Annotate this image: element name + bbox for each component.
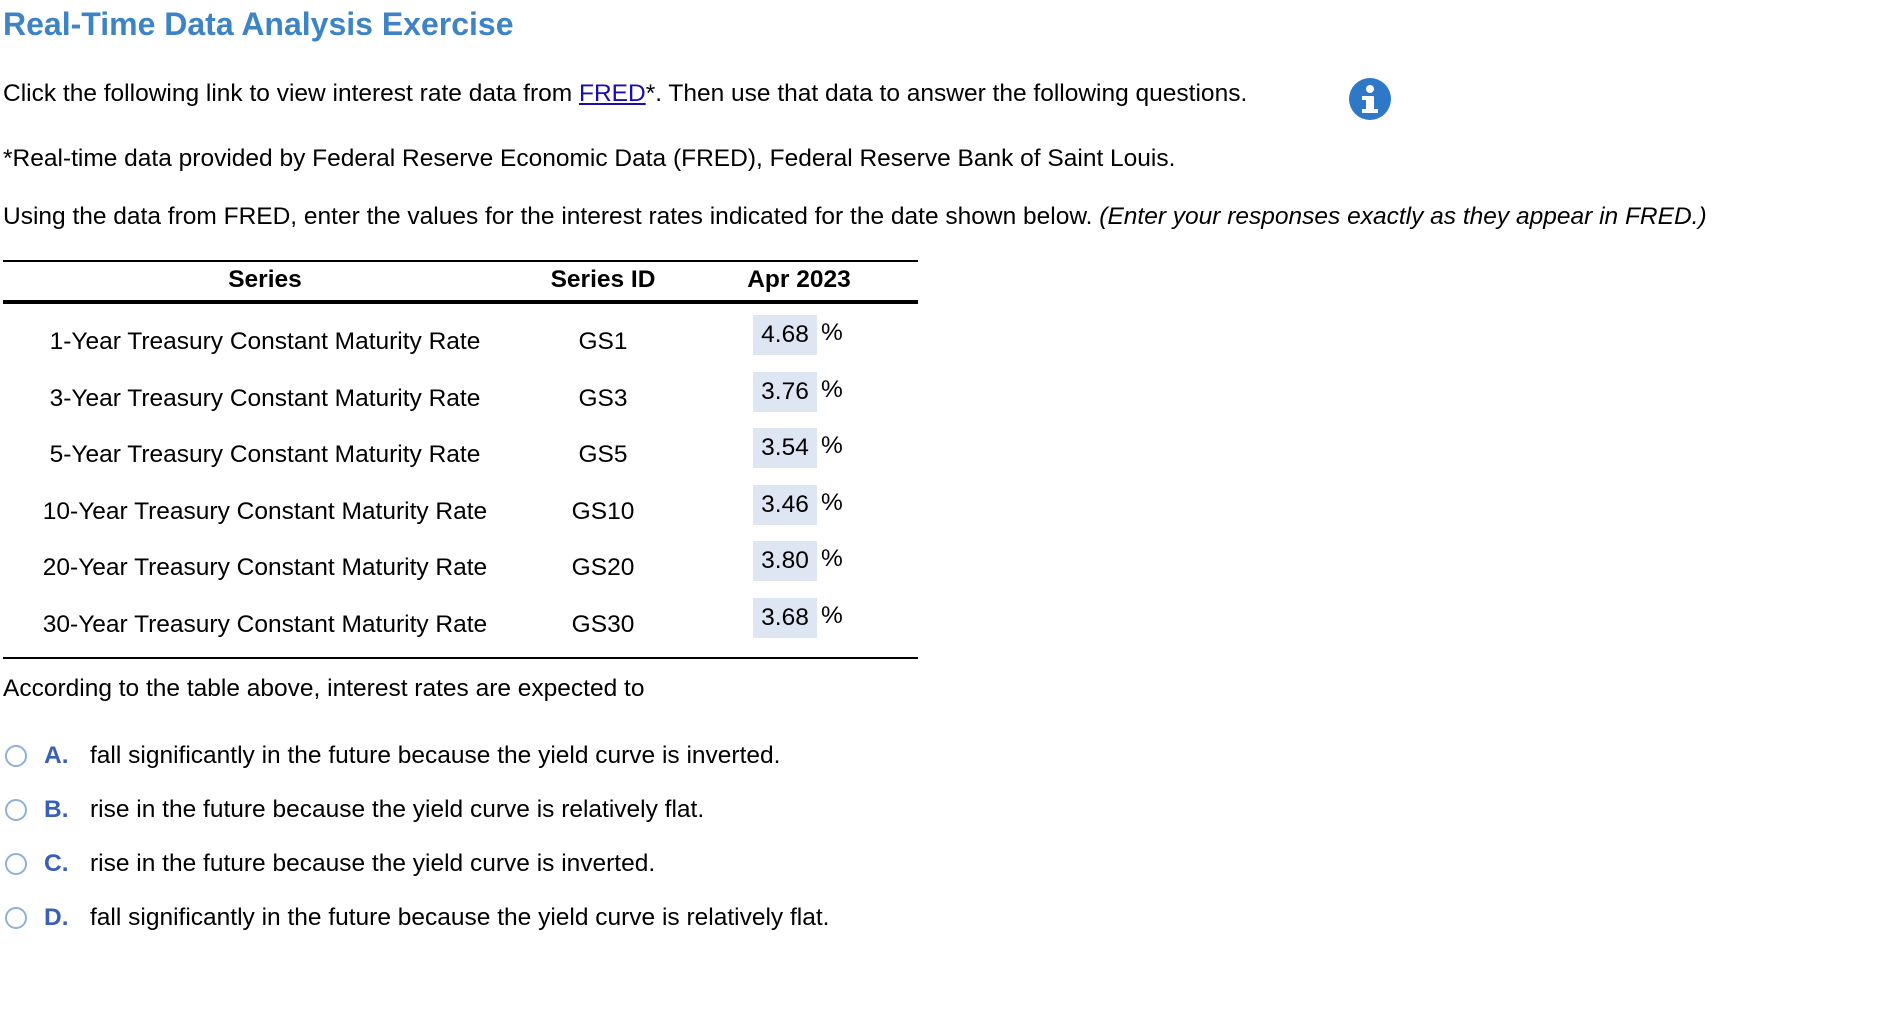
rate-input[interactable]: 3.76 <box>753 372 817 412</box>
rate-input[interactable]: 3.68 <box>753 598 817 638</box>
series-id: GS10 <box>571 497 635 525</box>
option-text: rise in the future because the yield curve is inverted. <box>90 850 656 877</box>
percent-unit: % <box>821 319 843 346</box>
intro-line <box>3 80 1247 108</box>
rate-input[interactable]: 3.80 <box>753 541 817 581</box>
rate-input[interactable]: 4.68 <box>753 315 817 355</box>
instruction-text: Using the data from FRED, enter the values for the interest rates indicated for the date shown below. <box>3 203 1100 230</box>
instruction-italic: (Enter your responses exactly as they appear in FRED.) <box>1099 203 1707 230</box>
fred-link[interactable]: FRED <box>579 80 646 107</box>
series-id: GS30 <box>571 610 635 638</box>
radio-button-icon[interactable] <box>5 799 27 821</box>
series-name: 20-Year Treasury Constant Maturity Rate <box>42 554 488 581</box>
percent-unit: % <box>821 432 843 459</box>
series-name: 30-Year Treasury Constant Maturity Rate <box>42 610 488 638</box>
rates-table <box>3 260 918 659</box>
table-row <box>3 597 918 654</box>
header-date: Apr 2023 <box>747 266 851 293</box>
series-id: GS5 <box>578 441 628 468</box>
radio-button-icon[interactable] <box>5 907 27 929</box>
series-name: 1-Year Treasury Constant Maturity Rate <box>49 328 481 355</box>
option-text: fall significantly in the future because the yield curve is relatively flat. <box>90 904 830 931</box>
radio-button-icon[interactable] <box>5 745 27 767</box>
header-series-id: Series ID <box>550 266 656 293</box>
percent-unit: % <box>821 545 843 572</box>
percent-unit: % <box>821 488 843 516</box>
header-series: Series <box>228 266 302 293</box>
intro-text-after: *. Then use that data to answer the following questions. <box>645 80 1248 107</box>
table-row <box>3 484 918 541</box>
series-name: 3-Year Treasury Constant Maturity Rate <box>49 384 481 412</box>
series-id: GS1 <box>578 328 628 355</box>
info-icon[interactable] <box>1349 78 1391 120</box>
table-body <box>3 304 918 657</box>
series-id: GS20 <box>571 554 635 581</box>
series-name: 5-Year Treasury Constant Maturity Rate <box>49 441 481 468</box>
instruction <box>3 203 1707 231</box>
option-text: fall significantly in the future because the yield curve is inverted. <box>90 742 781 769</box>
question-text: According to the table above, interest rates are expected to <box>3 675 645 702</box>
footnote: *Real-time data provided by Federal Reserve Economic Data (FRED), Federal Reserve Bank of Saint Louis. <box>3 145 1176 172</box>
series-id: GS3 <box>578 384 628 412</box>
option-letter: B. <box>44 796 69 823</box>
rate-input[interactable]: 3.54 <box>753 428 817 468</box>
radio-button-icon[interactable] <box>5 853 27 875</box>
table-row <box>3 427 918 484</box>
option-letter: C. <box>44 850 69 877</box>
percent-unit: % <box>821 601 843 629</box>
percent-unit: % <box>821 375 843 403</box>
table-row <box>3 371 918 428</box>
rate-input[interactable]: 3.46 <box>753 485 817 525</box>
table-row <box>3 314 918 371</box>
option-letter: A. <box>44 742 69 769</box>
option-text: rise in the future because the yield curve is relatively flat. <box>90 796 705 823</box>
table-row <box>3 540 918 597</box>
option-letter: D. <box>44 904 69 931</box>
table-header <box>3 262 918 304</box>
intro-text-before: Click the following link to view interest rate data from <box>3 80 579 107</box>
page-title: Real-Time Data Analysis Exercise <box>3 6 514 42</box>
series-name: 10-Year Treasury Constant Maturity Rate <box>42 497 488 525</box>
